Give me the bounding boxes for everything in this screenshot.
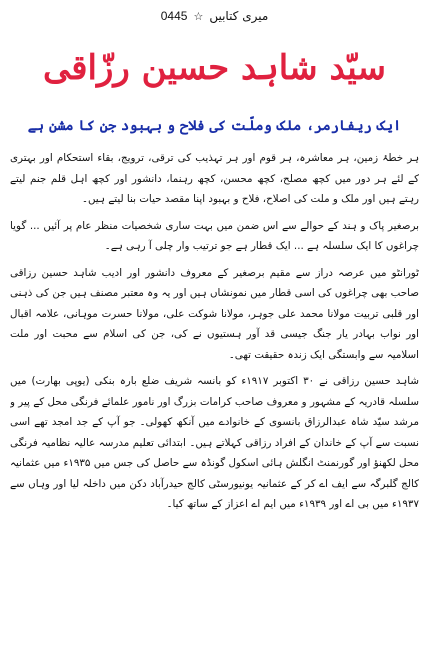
series-name: میری کتابیں [209, 9, 269, 23]
star-icon: ☆ [193, 9, 204, 23]
paragraph: برصغیر پاک و ہند کے حوالے سے اس ضمن میں بہت ساری شخصیات منظر عام پر آئیں ... گویا چراغوں کا ایک سلسلہ ہے ... ایک قطار ہے جو ترتیب وار چلی آ رہی ہے۔ [10, 219, 419, 252]
paragraph: شاہد حسین رزاقی نے ۳۰ اکتوبر ۱۹۱۷ء کو بانسہ شریف ضلع بارہ بنکی (یوپی بھارت) میں سلسلہ قادریہ کے مشہور و معروف صاحب کرامات بزرگ اور نامور علمائے فرنگی محل کے پیر و مرشد سیّد شاہ عبدالرزاق بانسوی کے خانوادے میں آنکھ کھولی۔ جو آپ کے جد امجد تھے اسی نسبت سے آپ کے خاندان کے افراد رزاقی کہلاتے ہیں۔ ابتدائی تعلیم مدرسہ عالیہ نظامیہ فرنگی محل لکھنؤ اور گورنمنٹ انگلش ہائی اسکول گونڈہ سے حاصل کی جس میں ۱۹۳۵ء میں عثمانیہ کالج گلبرگہ سے ایف اے کر کے عثمانیہ یونیورسٹی کالج حیدرآباد دکن میں داخلہ لیا اور وہاں سے ۱۹۳۷ء میں بی اے اور ۱۹۳۹ء میں ایم اے اعزاز کے ساتھ کیا۔ [10, 375, 419, 510]
book-number: 0445 [160, 9, 188, 23]
page-subtitle: ایک ریفارمر، ملک وملّت کی فلاح و بہبود جن کا مشن ہے [27, 118, 402, 134]
page-header [0, 6, 429, 26]
article-body [10, 148, 419, 660]
paragraph: ٹورانٹو میں عرصہ دراز سے مقیم برصغیر کے معروف دانشور اور ادیب شاہد حسین رزاقی صاحب بھی چراغوں کی اسی قطار میں نمونشاں ہیں اور یہ وہ معتبر مصنف ہیں جن کی ذہنی اور قلبی تربیت مولانا محمد علی جوہر، مولانا شوکت علی، مولانا حسرت موہانی، علامہ اقبال اور نواب بہادر یار جنگ جیسی قد آور ہستیوں نے کی، جن کی اسلام سے محبت اور ملت اسلامیہ سے وابستگی ایک زندہ حقیقت تھی۔ [10, 266, 419, 361]
paragraph: ہر خطۂ زمین، ہر معاشرہ، ہر قوم اور ہر تہذیب کی ترقی، ترویج، بقاء استحکام اور بہتری کے لئے ہر دور میں کچھ مصلح، کچھ محسن، کچھ رہنما، دانشور اور کچھ اہل قلم جنم لیتے رہتے ہیں اور ملک و ملت کی اصلاح، فلاح و بہبود اپنا مقصد حیات بنا لیتے ہیں۔ [10, 152, 419, 205]
page-title: سیّد شاہد حسین رزّاقی [42, 48, 387, 88]
